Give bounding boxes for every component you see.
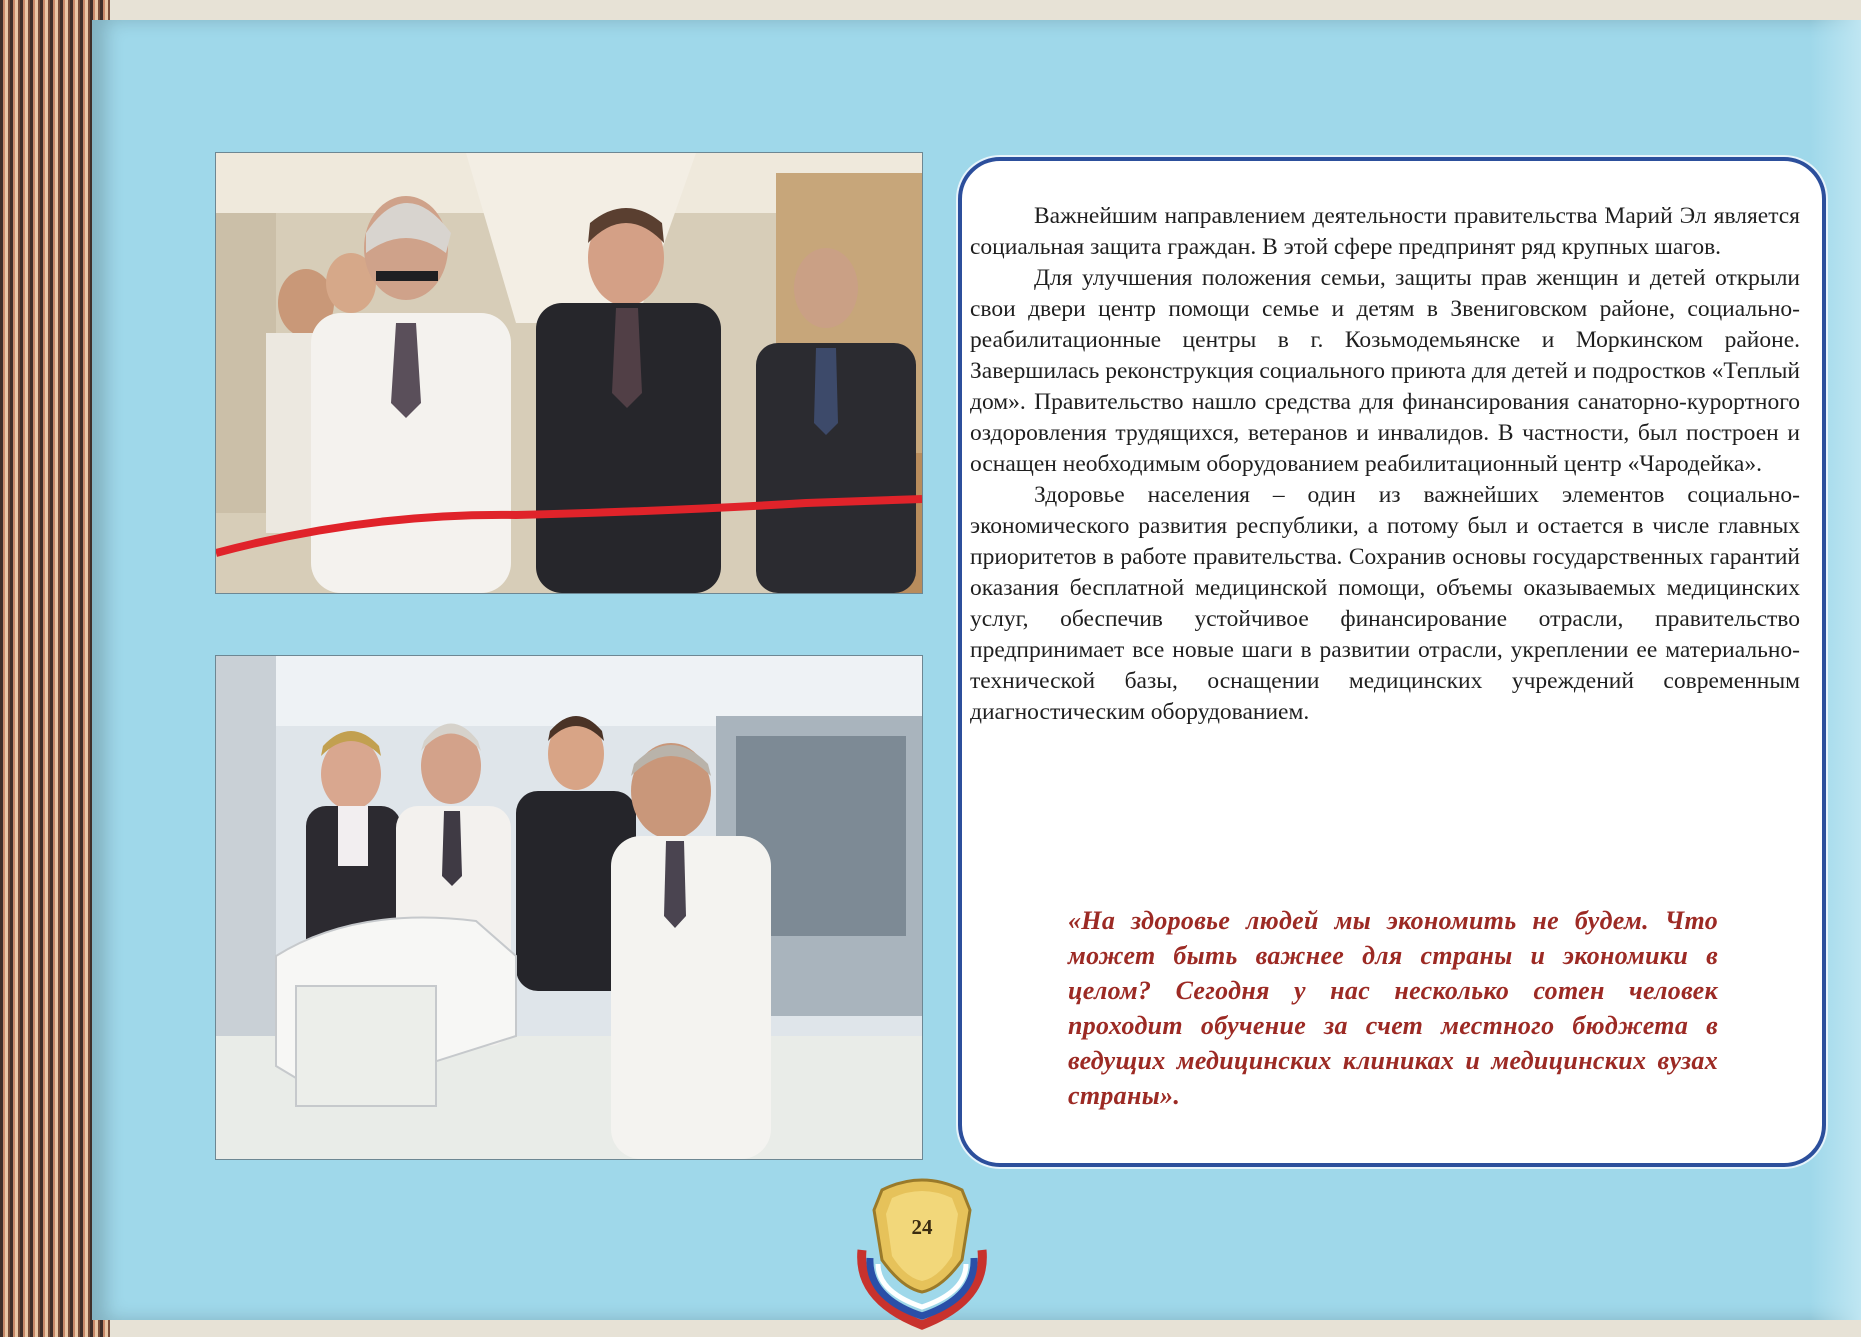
page-number: 24 bbox=[911, 1215, 933, 1239]
ribbon-cutting-photo-image bbox=[216, 153, 922, 593]
pull-quote: «На здоровье людей мы экономить не будем. Что может быть важнее для страны и экономики в целом? Сегодня у нас несколько сотен человек проходит обучение за счет местного бюджета в ведущих медицинских клиниках и медицинских вузах страны». bbox=[1068, 906, 1718, 1110]
body-paragraph-1: Важнейшим направлением деятельности правительства Марий Эл является социальная защита граждан. В этой сфере предпринят ряд крупных шагов. bbox=[970, 203, 1800, 260]
body-paragraph-2: Для улучшения положения семьи, защиты прав женщин и детей открыли свои двери центр помощи семье и детям в Звениговском районе, социально-реабилитационные центры в г. Козьмодемьянске и Моркинском районе. Завершилась реконструкция социального приюта для детей и подростков «Теплый дом». Правительство нашло средства для финансирования санаторно-курортного оздоровления трудящихся, ветеранов и инвалидов. В частности, был построен и оснащен необходимым оборудованием реабилитационный центр «Чародейка». bbox=[970, 265, 1800, 477]
medical-equipment-photo bbox=[215, 655, 923, 1160]
ribbon-cutting-photo bbox=[215, 152, 923, 594]
page-number-emblem-icon bbox=[852, 1170, 992, 1330]
body-paragraph-3: Здоровье населения – один из важнейших элементов социально-экономического развития республики, а потому был и остается в числе главных приоритетов в работе правительства. Сохранив основы государственных гарантий оказания бесплатной медицинской помощи, объемы оказываемых медицинских услуг, обеспечив устойчивое финансирование отрасли, правительство предпринимает все новые шаги в развитии отрасли, укреплении ее материально-технической базы, оснащении медицинских учреждений современным диагностическим оборудованием. bbox=[970, 482, 1800, 725]
body-text bbox=[970, 201, 1800, 728]
medical-equipment-photo-image bbox=[216, 656, 922, 1159]
